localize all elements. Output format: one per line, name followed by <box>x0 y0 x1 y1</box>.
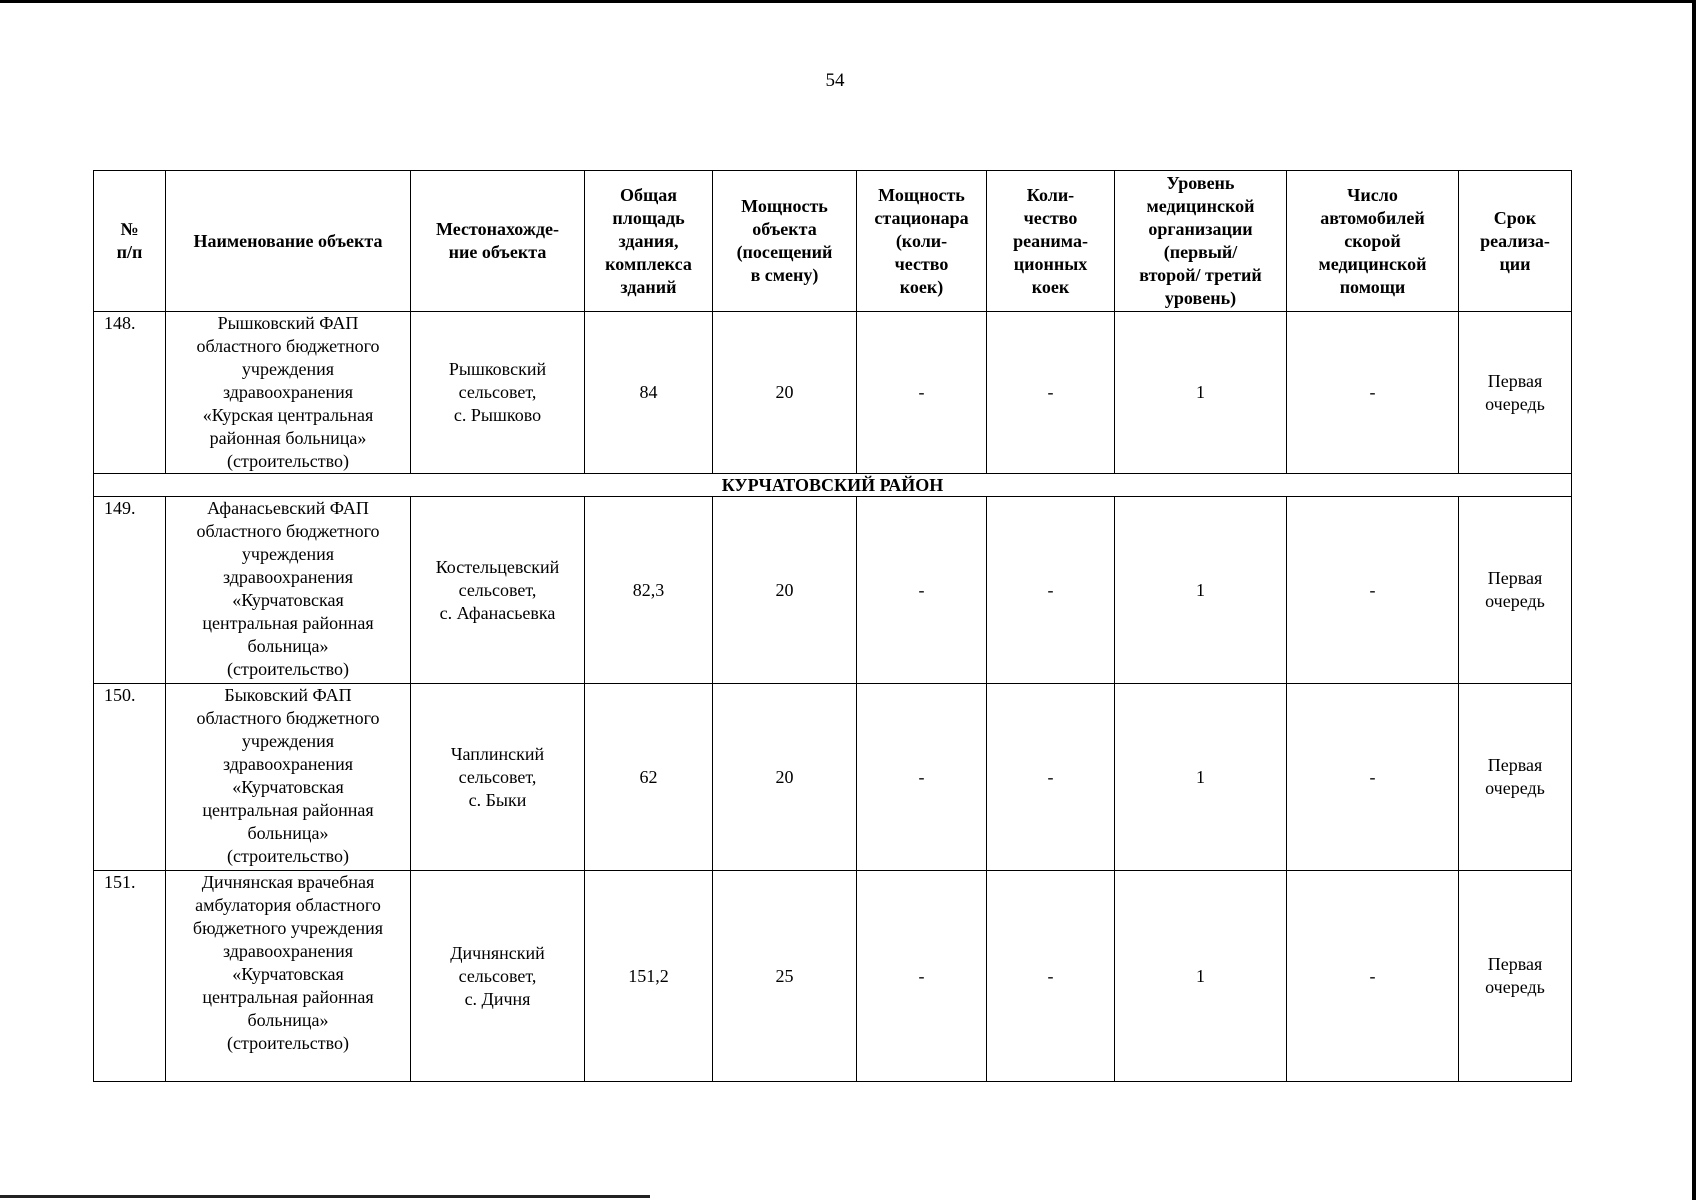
cell-line: с. Дичня <box>464 988 531 1009</box>
row-num: 148. <box>94 312 166 474</box>
cell-line: бюджетного учреждения <box>192 918 384 938</box>
header-term <box>1459 171 1572 312</box>
header-ambulances <box>1287 171 1459 312</box>
cell-line: «Курчатовская <box>232 964 344 984</box>
cell-line: здания, <box>618 230 679 251</box>
cell-line: в смену) <box>750 265 819 285</box>
object-term <box>1459 684 1572 871</box>
cell-line: коек <box>1031 276 1070 297</box>
object-name <box>166 312 411 474</box>
object-name <box>166 497 411 684</box>
object-location <box>411 312 585 474</box>
cell-line: Число <box>1347 184 1398 205</box>
header-name <box>166 171 411 312</box>
object-term <box>1459 497 1572 684</box>
cell-line: учреждения <box>241 544 335 564</box>
header-location <box>411 171 585 312</box>
cell-line: медицинской <box>1318 253 1427 274</box>
cell-line: с. Быки <box>468 789 527 810</box>
cell-line: второй/ третий <box>1139 265 1262 285</box>
cell-line: ции <box>1499 253 1531 274</box>
cell-line: скорой <box>1344 230 1401 251</box>
cell-line: автомобилей <box>1320 207 1425 228</box>
object-level: 1 <box>1115 684 1287 871</box>
cell-line: Чаплинский <box>450 743 545 764</box>
object-level: 1 <box>1115 497 1287 684</box>
object-icu: - <box>987 312 1115 474</box>
header-level <box>1115 171 1287 312</box>
cell-line: областного бюджетного <box>196 521 380 541</box>
object-level: 1 <box>1115 871 1287 1082</box>
cell-line: больница» <box>247 636 329 656</box>
cell-line: очередь <box>1485 591 1545 611</box>
header-row <box>94 171 1572 312</box>
cell-line: Уровень <box>1166 173 1235 193</box>
cell-line: областного бюджетного <box>196 708 380 728</box>
object-ambulances: - <box>1287 871 1459 1082</box>
cell-line: ционных <box>1013 253 1088 274</box>
cell-line: стационара <box>874 207 969 228</box>
cell-line: помощи <box>1339 276 1406 297</box>
cell-line: реанима- <box>1013 230 1088 251</box>
cell-line: здравоохранения <box>222 941 354 961</box>
cell-line: Дичнянский <box>450 942 545 963</box>
cell-line: очередь <box>1485 977 1545 997</box>
cell-line: организации <box>1148 219 1253 239</box>
cell-line: учреждения <box>241 731 335 751</box>
cell-line: сельсовет, <box>458 766 537 787</box>
objects-table <box>93 170 1572 1082</box>
cell-line: здравоохранения <box>222 382 354 402</box>
object-level: 1 <box>1115 312 1287 474</box>
scan-edge-top <box>0 0 1696 3</box>
cell-line: районная больница» <box>209 428 367 448</box>
cell-line: Афанасьевский ФАП <box>207 498 369 518</box>
object-hospital: - <box>857 312 987 474</box>
cell-line: № <box>120 219 139 239</box>
object-ambulances: - <box>1287 684 1459 871</box>
cell-line: центральная районная <box>202 613 374 633</box>
cell-line: Первая <box>1487 568 1543 588</box>
header-icu <box>987 171 1115 312</box>
row-num: 149. <box>94 497 166 684</box>
cell-line: чество <box>894 253 949 274</box>
table-row <box>94 312 1572 474</box>
table-row <box>94 497 1572 684</box>
cell-line: «Курчатовская <box>232 590 344 610</box>
object-location <box>411 871 585 1082</box>
cell-line: п/п <box>116 242 143 262</box>
cell-line: коек) <box>899 276 944 297</box>
object-capacity: 25 <box>713 871 857 1082</box>
cell-line: комплекса <box>605 253 692 274</box>
scan-edge-bottom <box>0 1195 650 1198</box>
cell-line: (коли- <box>895 230 948 251</box>
cell-line: площадь <box>612 207 685 228</box>
cell-line: реализа- <box>1480 230 1550 251</box>
cell-line: Быковский ФАП <box>224 685 352 705</box>
table-row <box>94 684 1572 871</box>
object-area: 62 <box>585 684 713 871</box>
cell-line: Костельцевский <box>435 556 560 577</box>
cell-line: Коли- <box>1026 184 1075 205</box>
cell-line: учреждения <box>241 359 335 379</box>
row-num: 150. <box>94 684 166 871</box>
cell-line: очередь <box>1485 393 1545 414</box>
cell-line: областного бюджетного <box>196 336 380 356</box>
cell-line: центральная районная <box>202 987 374 1007</box>
cell-line: Дичнянская врачебная <box>201 872 375 892</box>
object-capacity: 20 <box>713 312 857 474</box>
cell-line: Местонахожде- <box>436 219 559 239</box>
cell-line: (строительство) <box>227 659 349 679</box>
cell-line: больница» <box>247 823 329 843</box>
object-hospital: - <box>857 871 987 1082</box>
table-row <box>94 871 1572 1082</box>
object-area: 84 <box>585 312 713 474</box>
header-hospital <box>857 171 987 312</box>
cell-line: очередь <box>1485 778 1545 798</box>
cell-line: сельсовет, <box>458 382 537 402</box>
cell-line: Первая <box>1487 755 1543 775</box>
cell-line: (строительство) <box>227 846 349 866</box>
cell-line: сельсовет, <box>458 579 537 600</box>
cell-line: Первая <box>1487 370 1543 391</box>
header-num <box>94 171 166 312</box>
header-area <box>585 171 713 312</box>
cell-line: здравоохранения <box>222 567 354 587</box>
cell-line: Мощность <box>878 184 965 205</box>
object-ambulances: - <box>1287 497 1459 684</box>
object-location <box>411 497 585 684</box>
cell-line: «Курчатовская <box>232 777 344 797</box>
cell-line: (первый/ <box>1163 242 1238 262</box>
object-area: 151,2 <box>585 871 713 1082</box>
object-capacity: 20 <box>713 684 857 871</box>
object-hospital: - <box>857 684 987 871</box>
cell-line: Общая <box>620 184 677 205</box>
row-num: 151. <box>94 871 166 1082</box>
object-icu: - <box>987 871 1115 1082</box>
cell-line: Срок <box>1493 207 1537 228</box>
cell-line: ние объекта <box>448 242 547 262</box>
cell-line: Рышковский ФАП <box>217 313 359 333</box>
object-term <box>1459 312 1572 474</box>
object-name <box>166 684 411 871</box>
cell-line: уровень) <box>1164 288 1237 308</box>
object-ambulances: - <box>1287 312 1459 474</box>
cell-line: «Курская центральная <box>202 405 374 425</box>
object-name <box>166 871 411 1082</box>
object-area: 82,3 <box>585 497 713 684</box>
cell-line: Мощность <box>741 196 828 216</box>
cell-line: Наименование объекта <box>193 230 383 251</box>
object-term <box>1459 871 1572 1082</box>
cell-line: (посещений <box>736 242 833 262</box>
section-row <box>94 474 1572 497</box>
cell-line: с. Рышково <box>453 405 542 425</box>
cell-line: амбулатория областного <box>195 895 381 915</box>
cell-line: центральная районная <box>202 800 374 820</box>
cell-line: Рышковский <box>448 359 547 379</box>
cell-line: медицинской <box>1146 196 1255 216</box>
object-icu: - <box>987 497 1115 684</box>
object-capacity: 20 <box>713 497 857 684</box>
cell-line: сельсовет, <box>458 965 537 986</box>
page-number: 54 <box>825 70 845 91</box>
cell-line: здравоохранения <box>222 754 354 774</box>
cell-line: (строительство) <box>227 1033 349 1053</box>
cell-line: объекта <box>752 219 817 239</box>
header-capacity <box>713 171 857 312</box>
cell-line: больница» <box>247 1010 329 1030</box>
cell-line: Первая <box>1487 954 1543 974</box>
scan-edge-right <box>1692 0 1696 1200</box>
cell-line: зданий <box>620 276 677 297</box>
cell-line: с. Афанасьевка <box>439 602 556 623</box>
cell-line: (строительство) <box>227 451 349 471</box>
object-icu: - <box>987 684 1115 871</box>
object-location <box>411 684 585 871</box>
cell-line: чество <box>1023 207 1078 228</box>
section-title: КУРЧАТОВСКИЙ РАЙОН <box>94 474 1572 497</box>
object-hospital: - <box>857 497 987 684</box>
